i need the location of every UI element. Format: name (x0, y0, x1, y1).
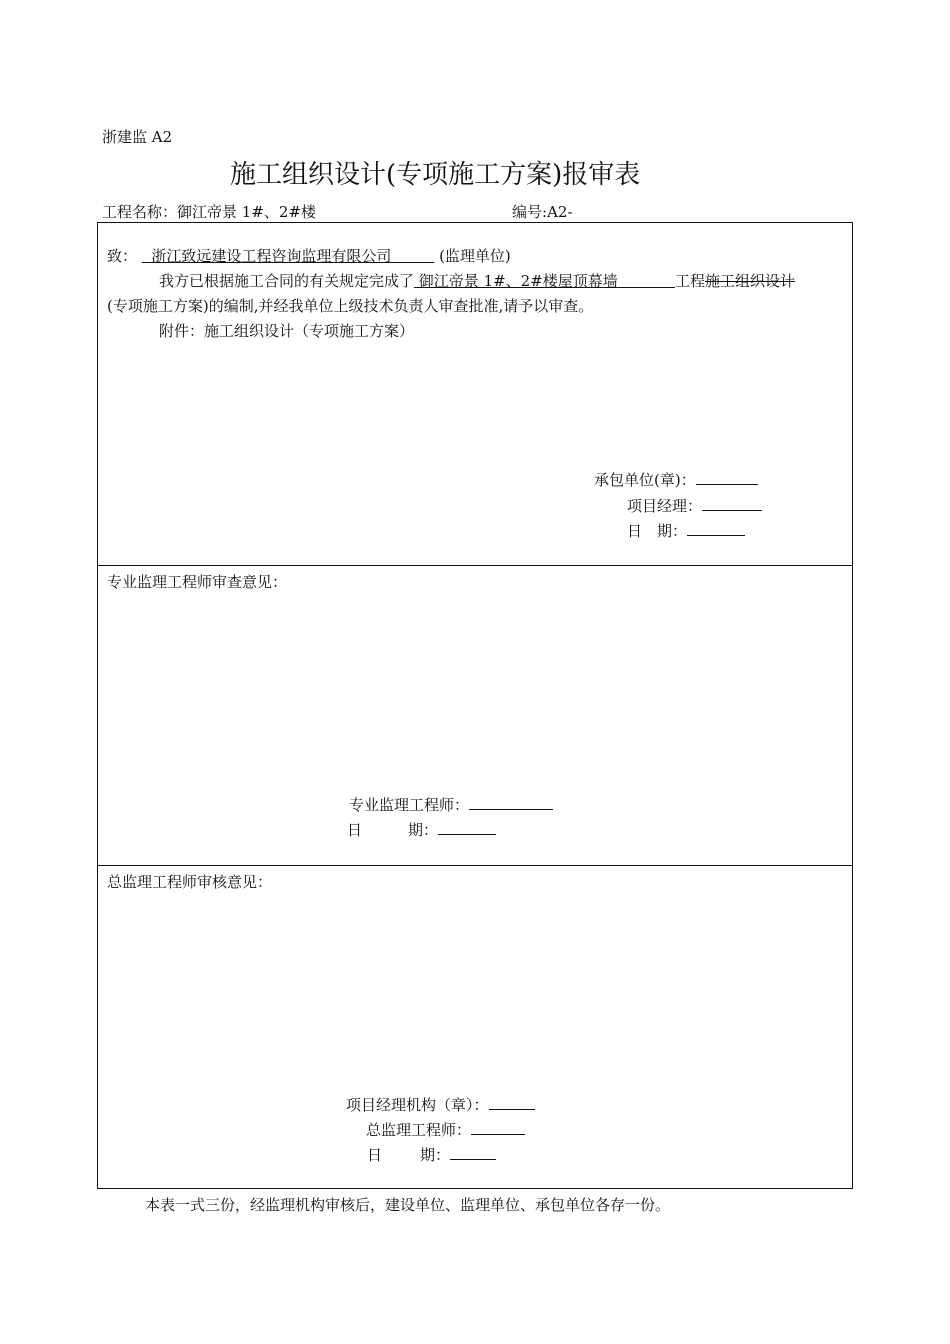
section-divider-1 (98, 565, 852, 566)
footer-note: 本表一式三份，经监理机构审核后，建设单位、监理单位、承包单位各存一份。 (145, 1196, 671, 1214)
form-number-row (512, 201, 573, 222)
number-label: 编号: (512, 203, 548, 221)
chief-date: 日 期： (367, 1144, 496, 1165)
agency-seal: 项目经理机构（章）： (346, 1094, 535, 1115)
form-code: 浙建监 A2 (102, 128, 173, 146)
number-value: A2- (547, 203, 573, 221)
submission-line-1: 我方已根据施工合同的有关规定完成了 御江帝景 1#、2#楼屋顶幕墙 工程施工组织设计 (159, 272, 796, 290)
supervision-company: 浙江致远建设工程咨询监理有限公司 (151, 247, 392, 265)
project-name-row (102, 201, 316, 222)
contractor-date-blank[interactable] (687, 521, 745, 536)
page-title: 施工组织设计(专项施工方案)报审表 (230, 160, 641, 190)
project-label: 工程名称： (102, 203, 178, 221)
engineer-review-heading: 专业监理工程师审查意见： (107, 573, 288, 591)
review-form-table (97, 222, 853, 1189)
engineer-blank[interactable] (469, 795, 553, 810)
engineer-date: 日 期： (347, 819, 496, 840)
engineer-date-blank[interactable] (438, 820, 496, 835)
chief-blank[interactable] (471, 1120, 525, 1135)
project-manager-signature: 项目经理： (627, 495, 762, 516)
contractor-blank[interactable] (696, 470, 758, 485)
project-title: 御江帝景 1#、2#楼屋顶幕墙 (418, 272, 618, 290)
engineer-signature: 专业监理工程师： (349, 794, 553, 815)
contractor-signature: 承包单位(章)： (594, 469, 758, 490)
attachment-line: 附件：施工组织设计（专项施工方案） (159, 322, 415, 340)
supervision-unit-suffix: (监理单位) (439, 247, 511, 265)
project-name: 御江帝景 1#、2#楼 (177, 203, 317, 221)
chief-date-blank[interactable] (450, 1145, 496, 1160)
section-divider-2 (98, 865, 852, 866)
pm-blank[interactable] (702, 496, 762, 511)
to-label: 致： (107, 247, 138, 265)
contractor-date: 日 期： (627, 520, 745, 541)
agency-blank[interactable] (489, 1095, 535, 1110)
submission-line-2: (专项施工方案)的编制,并经我单位上级技术负责人审查批准,请予以审查。 (107, 297, 594, 315)
chief-engineer-signature: 总监理工程师： (366, 1119, 525, 1140)
addressee-line (107, 245, 511, 266)
chief-review-heading: 总监理工程师审核意见： (107, 873, 273, 891)
struck-text: 施工组织设计 (705, 272, 796, 290)
